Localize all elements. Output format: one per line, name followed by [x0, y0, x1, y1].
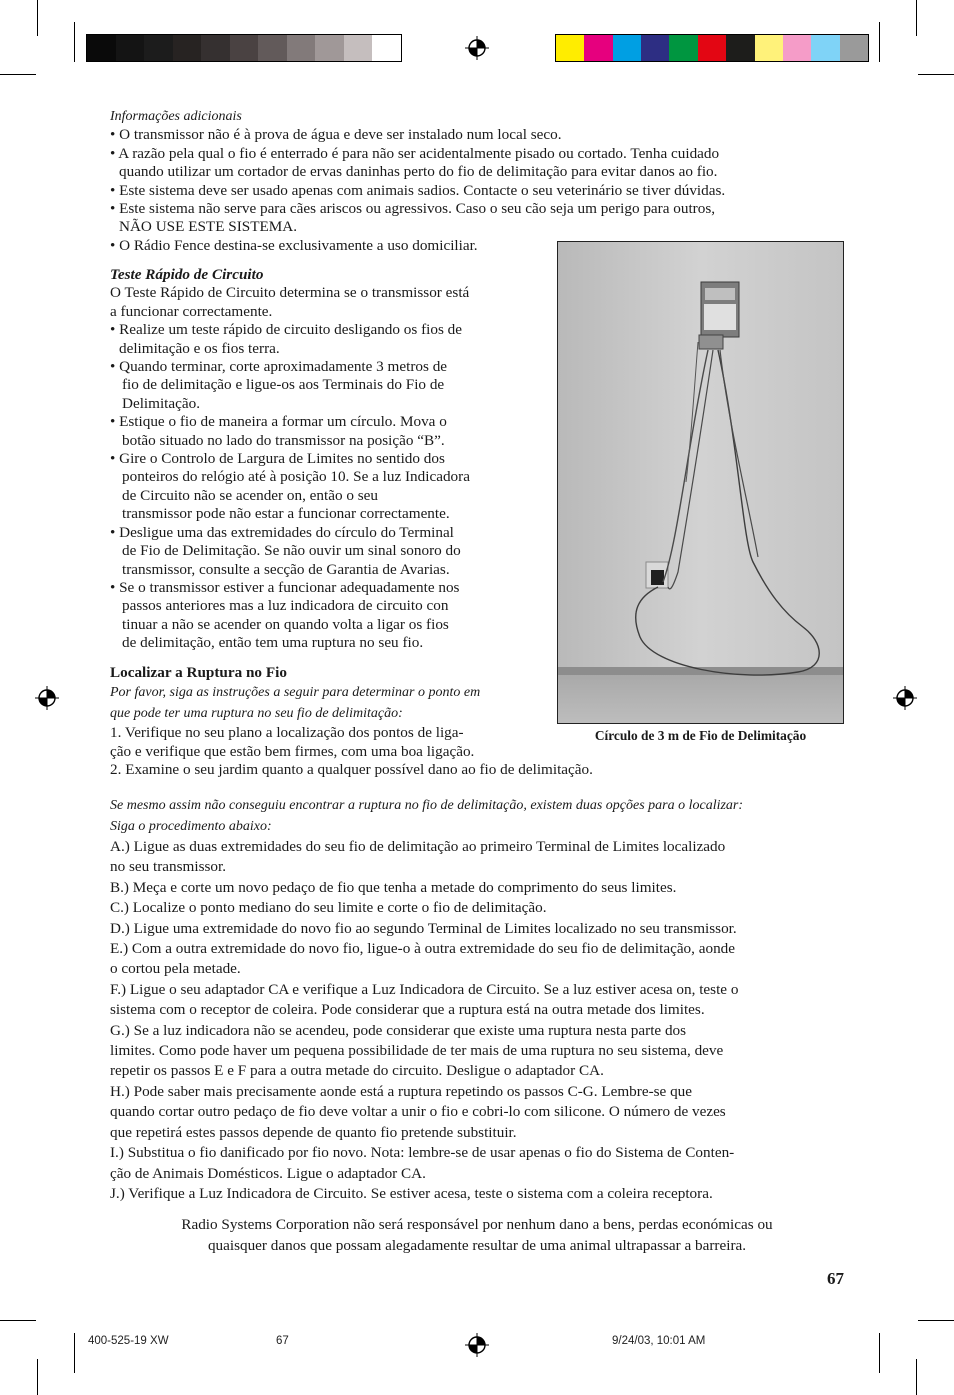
- quick-test-line: • Se o transmissor estiver a funcionar adequadamente nos: [110, 578, 460, 596]
- quick-test-line: transmissor, consulte a secção de Garantia de Avarias.: [122, 560, 450, 578]
- procedure-line: E.) Com a outra extremidade do novo fio, ligue-o à outra extremidade do seu fio de delimitação, aonde: [110, 940, 736, 958]
- color-swatch: [698, 35, 726, 61]
- procedure-line: limites. Como pode haver um pequena possibilidade de ter mais de uma ruptura no seu sistema, deve: [110, 1042, 724, 1060]
- color-swatch: [641, 35, 669, 61]
- procedure-intro-line: Se mesmo assim não conseguiu encontrar a ruptura no fio de delimitação, existem duas opções para o localizar:: [110, 798, 744, 813]
- photo-caption: Círculo de 3 m de Fio de Delimitação: [594, 728, 807, 743]
- color-swatch: [669, 35, 697, 61]
- color-swatch: [116, 35, 145, 61]
- quick-test-line: de Fio de Delimitação. Se não ouvir um sinal sonoro do: [122, 542, 461, 560]
- procedure-line: no seu transmissor.: [110, 858, 227, 876]
- quick-test-line: Delimitação.: [122, 394, 201, 412]
- procedure-line: que repetirá estes passos depende de quanto fio pretende substituir.: [110, 1123, 517, 1141]
- locate-line: 2. Examine o seu jardim quanto a qualquer possível dano ao fio de delimitação.: [110, 761, 593, 779]
- procedure-line: F.) Ligue o seu adaptador CA e verifique a Luz Indicadora de Circuito. Se a luz estiver acesa on, teste o: [110, 980, 739, 998]
- procedure-line: I.) Substitua o fio danificado por fio novo. Nota: lembre-se de usar apenas o fio do Sistema de Conten-: [110, 1144, 735, 1162]
- info-line: • Este sistema não serve para cães ariscos ou agressivos. Caso o seu cão seja um perigo para outros,: [110, 200, 716, 218]
- color-swatch: [755, 35, 783, 61]
- color-swatch: [372, 35, 401, 61]
- footer-date: 9/24/03, 10:01 AM: [612, 1335, 706, 1347]
- quick-test-section: [110, 266, 550, 653]
- quick-test-line: de delimitação, então tem uma ruptura no seu fio.: [122, 634, 424, 652]
- crop-mark: [0, 74, 36, 75]
- locate-heading: Localizar a Ruptura no Fio: [110, 664, 287, 681]
- footer-file-name: 400-525-19 XW: [88, 1335, 169, 1347]
- grayscale-bar: [86, 34, 402, 62]
- color-swatch: [613, 35, 641, 61]
- color-swatch: [584, 35, 612, 61]
- procedure-line: H.) Pode saber mais precisamente aonde está a ruptura repetindo os passos C-G. Lembre-se que: [110, 1082, 692, 1100]
- color-swatch: [556, 35, 584, 61]
- info-line: • O Rádio Fence destina-se exclusivamente a uso domiciliar.: [110, 236, 478, 254]
- color-swatch: [811, 35, 839, 61]
- registration-mark-icon: [893, 686, 917, 710]
- color-calibration-bar: [555, 34, 869, 62]
- color-swatch: [840, 35, 868, 61]
- procedure-line: B.) Meça e corte um novo pedaço de fio que tenha a metade do comprimento do seus limites.: [110, 878, 677, 896]
- quick-test-line: transmissor pode não estar a funcionar correctamente.: [122, 505, 450, 523]
- quick-test-line: botão situado no lado do transmissor na posição “B”.: [122, 431, 445, 449]
- quick-test-line: a funcionar correctamente.: [110, 302, 273, 320]
- info-heading: Informações adicionais: [110, 109, 242, 124]
- quick-test-line: passos anteriores mas a luz indicadora de circuito con: [122, 597, 449, 615]
- color-swatch: [783, 35, 811, 61]
- registration-mark-icon: [35, 686, 59, 710]
- crop-mark: [918, 1320, 954, 1321]
- quick-test-line: tinuar a não se acender on quando volta a ligar os fios: [122, 615, 449, 633]
- page-number: 67: [827, 1269, 844, 1288]
- wire-circle-photo: [557, 241, 844, 724]
- registration-mark-icon: [465, 1333, 489, 1357]
- quick-test-line: • Desligue uma das extremidades do círculo do Terminal: [110, 523, 454, 541]
- info-line: quando utilizar um cortador de ervas daninhas perto do fio de delimitação para evitar danos ao fio.: [119, 163, 718, 181]
- quick-test-line: • Realize um teste rápido de circuito desligando os fios de: [110, 321, 462, 339]
- locate-section: [110, 664, 710, 780]
- crop-mark: [74, 22, 75, 62]
- info-line: NÃO USE ESTE SISTEMA.: [119, 218, 298, 236]
- locate-intro-line: Por favor, siga as instruções a seguir para determinar o ponto em: [110, 685, 481, 701]
- footer-page: 67: [276, 1335, 289, 1347]
- crop-mark: [918, 74, 954, 75]
- color-swatch: [201, 35, 230, 61]
- color-swatch: [258, 35, 287, 61]
- color-swatch: [344, 35, 373, 61]
- quick-test-line: • Gire o Controlo de Largura de Limites no sentido dos: [110, 450, 445, 468]
- crop-mark: [879, 1333, 880, 1373]
- procedure-line: sistema com o receptor de coleira. Pode considerar que a ruptura está na outra metade dos limites.: [110, 1001, 705, 1019]
- crop-mark: [37, 0, 38, 36]
- info-line: • Este sistema deve ser usado apenas com animais sadios. Contacte o seu veterinário se tiver dúvidas.: [110, 181, 726, 199]
- locate-line: 1. Verifique no seu plano a localização dos pontos de liga-: [110, 724, 464, 742]
- procedure-line: quando cortar outro pedaço de fio deve voltar a unir o fio e cobri-lo com silicone. O número de vezes: [110, 1103, 726, 1121]
- procedure-line: D.) Ligue uma extremidade do novo fio ao segundo Terminal de Limites localizado no seu transmissor.: [110, 919, 737, 937]
- color-swatch: [726, 35, 754, 61]
- color-swatch: [315, 35, 344, 61]
- crop-mark: [916, 0, 917, 36]
- procedure-line: A.) Ligue as duas extremidades do seu fio de delimitação ao primeiro Terminal de Limites localizado: [110, 838, 726, 855]
- info-section: [110, 108, 845, 255]
- disclaimer-line: Radio Systems Corporation não será responsável por nenhum dano a bens, perdas económicas ou: [181, 1216, 773, 1233]
- procedure-line: repetir os passos E e F para a outra metade do circuito. Desligue o adaptador CA.: [110, 1062, 604, 1080]
- quick-test-line: de Circuito não se acender on, então o seu: [122, 486, 378, 504]
- crop-mark: [916, 1359, 917, 1395]
- procedure-line: G.) Se a luz indicadora não se acendeu, pode considerar que existe uma ruptura nesta parte dos: [110, 1021, 687, 1039]
- quick-test-line: delimitação e os fios terra.: [119, 339, 280, 357]
- locate-intro-line: que pode ter uma ruptura no seu fio de delimitação:: [110, 706, 403, 722]
- crop-mark: [37, 1359, 38, 1395]
- quick-test-line: fio de delimitação e ligue-os aos Terminais do Fio de: [122, 376, 445, 394]
- quick-test-heading: Teste Rápido de Circuito: [110, 266, 264, 283]
- color-swatch: [230, 35, 259, 61]
- procedure-line: ção de Animais Domésticos. Ligue o adaptador CA.: [110, 1164, 426, 1182]
- crop-mark: [74, 1333, 75, 1373]
- crop-mark: [879, 22, 880, 62]
- locate-line: ção e verifique que estão bem firmes, com uma boa ligação.: [110, 742, 475, 760]
- quick-test-line: • Quando terminar, corte aproximadamente 3 metros de: [110, 358, 448, 376]
- quick-test-line: ponteiros do relógio até à posição 10. Se a luz Indicadora: [122, 468, 470, 486]
- crop-mark: [0, 1320, 36, 1321]
- color-swatch: [87, 35, 116, 61]
- wire-circle-illustration: [558, 242, 843, 723]
- info-line: • A razão pela qual o fio é enterrado é para não ser acidentalmente pisado ou cortado. Tenha cuidado: [110, 144, 720, 162]
- procedure-line: o cortou pela metade.: [110, 960, 241, 978]
- procedure-intro-line: Siga o procedimento abaixo:: [110, 819, 272, 834]
- registration-mark-icon: [465, 36, 489, 60]
- quick-test-line: O Teste Rápido de Circuito determina se o transmissor está: [110, 284, 470, 302]
- procedure-line: J.) Verifique a Luz Indicadora de Circuito. Se estiver acesa, teste o sistema com a coleira receptora.: [110, 1184, 713, 1202]
- color-swatch: [173, 35, 202, 61]
- quick-test-line: • Estique o fio de maneira a formar um círculo. Mova o: [110, 413, 447, 431]
- disclaimer-line: quaisquer danos que possam alegadamente resultar de uma animal ultrapassar a barreira.: [207, 1237, 747, 1254]
- color-swatch: [287, 35, 316, 61]
- color-swatch: [144, 35, 173, 61]
- procedure-line: C.) Localize o ponto mediano do seu limite e corte o fio de delimitação.: [110, 899, 547, 917]
- disclaimer: [90, 1214, 864, 1256]
- procedure-section: [110, 795, 850, 1204]
- info-line: • O transmissor não é à prova de água e deve ser instalado num local seco.: [110, 126, 562, 144]
